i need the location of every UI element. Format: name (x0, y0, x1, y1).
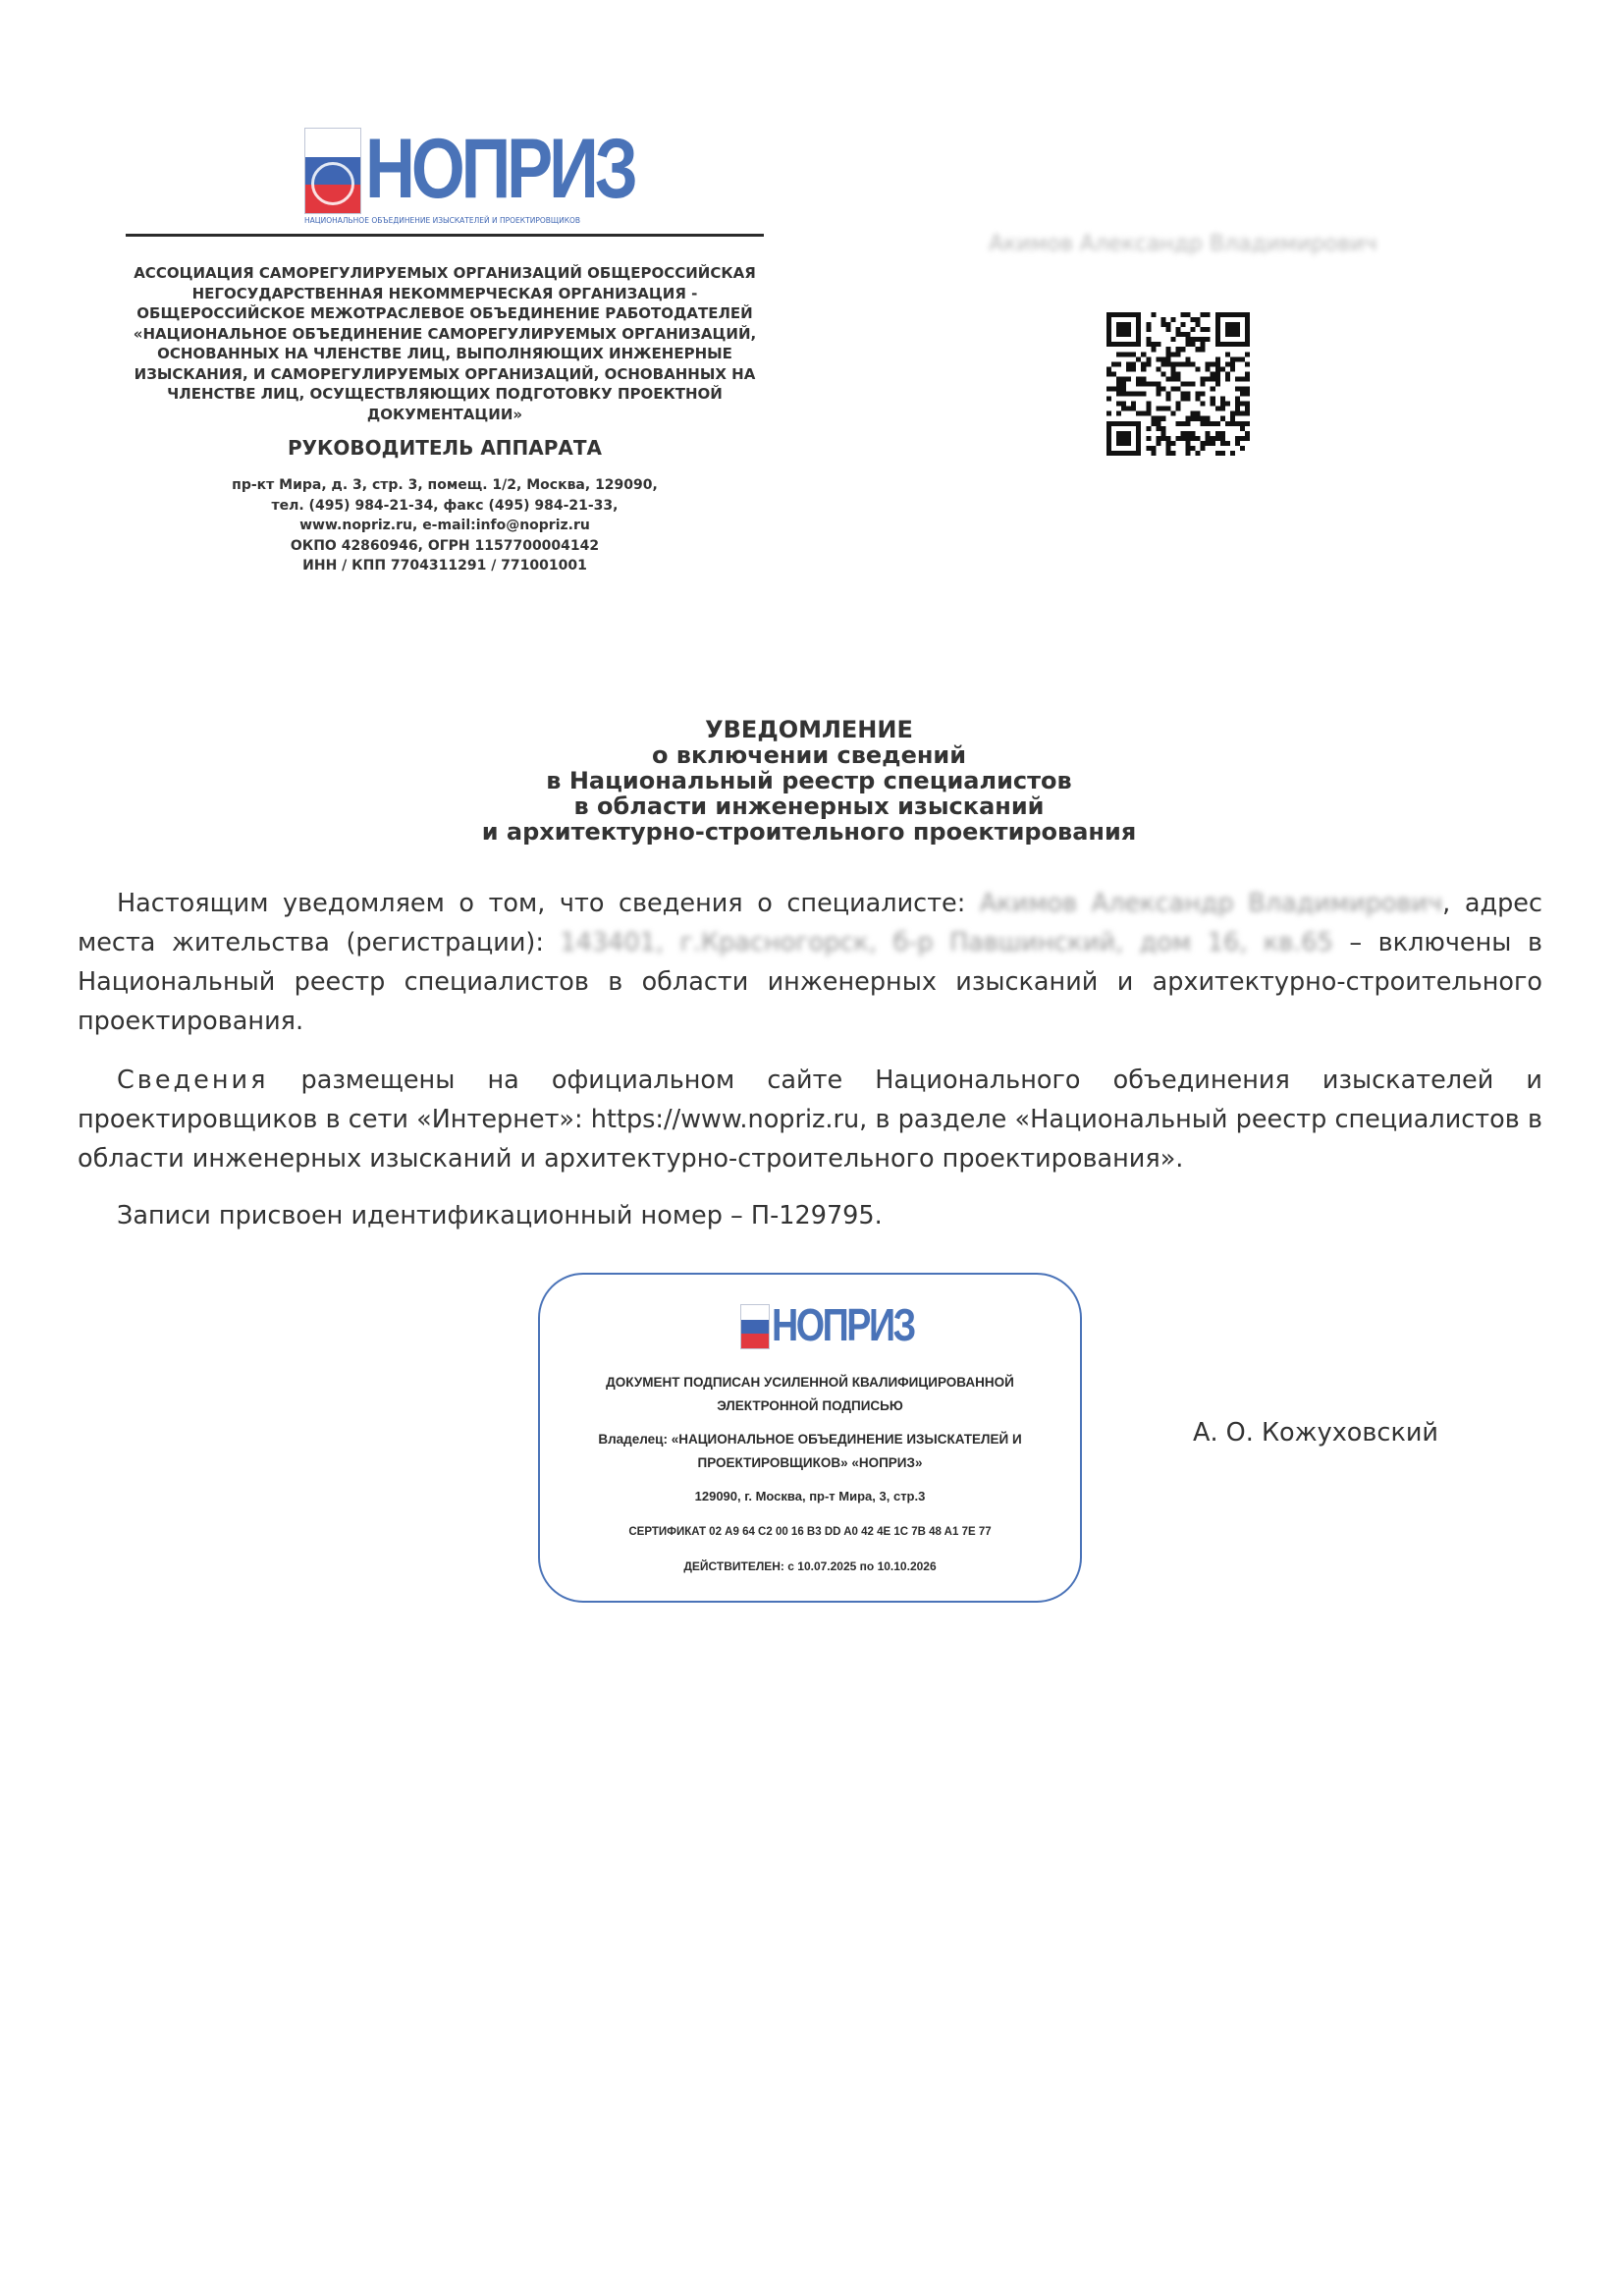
recipient-name: Акимов Александр Владимирович (989, 232, 1377, 256)
logo-wordmark: НОПРИЗ (365, 122, 634, 216)
org-line: АССОЦИАЦИЯ САМОРЕГУЛИРУЕМЫХ ОРГАНИЗАЦИЙ ОБЩЕРОССИЙСКАЯ (134, 264, 756, 282)
contact-line: ОКПО 42860946, ОГРН 1157700004142 (290, 537, 600, 554)
specialist-name: Акимов Александр Владимирович (979, 889, 1443, 918)
p2-rest: размещены на официальном сайте Национального объединения изыскателей и проектировщиков в сети «Интернет»: https://www.nopriz.ru, в разделе «Национальный реестр специалистов в области инженерных изысканий и архитектурно-строительного проектирования». (78, 1066, 1542, 1174)
paragraph-record-id (78, 1196, 1542, 1235)
stamp-line: ЭЛЕКТРОННОЙ ПОДПИСЬЮ (717, 1398, 903, 1413)
contact-line: тел. (495) 984-21-34, факс (495) 984-21-33, (271, 497, 619, 514)
notice-title (0, 717, 1618, 845)
record-id-text: Записи присвоен идентификационный номер – П-129795. (117, 1201, 883, 1230)
p1-start: Настоящим уведомляем о том, что сведения о специалисте: (117, 889, 980, 918)
stamp-address: 129090, г. Москва, пр-т Мира, 3, стр.3 (694, 1489, 926, 1503)
paragraph-publication (78, 1061, 1542, 1178)
p1-end: – включены в Национальный реестр специалистов в области инженерных изысканий и архитектурно-строительного проектирования. (78, 928, 1542, 1036)
org-line: НЕГОСУДАРСТВЕННАЯ НЕКОММЕРЧЕСКАЯ ОРГАНИЗАЦИЯ - (191, 284, 698, 302)
org-line: ИЗЫСКАНИЯ, И САМОРЕГУЛИРУЕМЫХ ОРГАНИЗАЦИЙ, ОСНОВАННЫХ НА (134, 364, 756, 383)
stamp-line: ПРОЕКТИРОВЩИКОВ» «НОПРИЗ» (697, 1455, 923, 1470)
paragraph-notification (78, 884, 1542, 1041)
department-title: РУКОВОДИТЕЛЬ АППАРАТА (287, 436, 603, 460)
stamp-logo-wordmark: НОПРИЗ (772, 1299, 914, 1350)
notice-title-line: о включении сведений (651, 741, 967, 769)
org-line: ОБЩЕРОССИЙСКОЕ МЕЖОТРАСЛЕВОЕ ОБЪЕДИНЕНИЕ РАБОТОДАТЕЛЕЙ (136, 304, 753, 322)
specialist-address: 143401, г.Красногорск, б-р Павшинский, дом 16, кв.65 (560, 928, 1333, 957)
flag-emblem-icon (740, 1304, 770, 1349)
nopriz-logo (304, 122, 634, 226)
flag-emblem-icon (304, 128, 361, 214)
header-divider (126, 234, 764, 237)
p2-first-word: Сведения (117, 1066, 269, 1095)
org-line: «НАЦИОНАЛЬНОЕ ОБЪЕДИНЕНИЕ САМОРЕГУЛИРУЕМЫХ ОРГАНИЗАЦИЙ, (133, 324, 757, 343)
stamp-owner (540, 1428, 1080, 1475)
organization-name (126, 263, 764, 424)
stamp-validity: ДЕЙСТВИТЕЛЕН: с 10.07.2025 по 10.10.2026 (683, 1559, 937, 1573)
notice-title-line: в Национальный реестр специалистов (546, 767, 1072, 794)
p1-mid: , адрес места жительства (регистрации): (78, 889, 1542, 957)
contact-line: пр-кт Мира, д. 3, стр. 3, помещ. 1/2, Москва, 129090, (232, 477, 658, 493)
stamp-certificate: СЕРТИФИКАТ 02 A9 64 C2 00 16 B3 DD A0 42 4E 1C 7B 48 A1 7E 77 (628, 1526, 992, 1538)
qr-code-icon (1106, 312, 1250, 456)
e-signature-stamp (538, 1273, 1082, 1603)
stamp-line: ДОКУМЕНТ ПОДПИСАН УСИЛЕННОЙ КВАЛИФИЦИРОВАННОЙ (606, 1375, 1014, 1390)
org-line: ЧЛЕНСТВЕ ЛИЦ, ОСУЩЕСТВЛЯЮЩИХ ПОДГОТОВКУ ПРОЕКТНОЙ (167, 385, 723, 403)
logo-tagline: НАЦИОНАЛЬНОЕ ОБЪЕДИНЕНИЕ ИЗЫСКАТЕЛЕЙ И ПРОЕКТИРОВЩИКОВ (304, 216, 581, 225)
contact-details (126, 475, 764, 576)
notice-title-line: в области инженерных изысканий (573, 793, 1045, 820)
signatory-name: А. О. Кожуховский (1193, 1418, 1438, 1448)
notice-title-line: и архитектурно-строительного проектирования (481, 818, 1137, 846)
stamp-logo (740, 1299, 914, 1357)
contact-line: ИНН / КПП 7704311291 / 771001001 (302, 558, 587, 574)
org-line: ОСНОВАННЫХ НА ЧЛЕНСТВЕ ЛИЦ, ВЫПОЛНЯЮЩИХ ИНЖЕНЕРНЫЕ (157, 345, 732, 362)
org-line: ДОКУМЕНТАЦИИ» (366, 405, 523, 423)
stamp-line: Владелец: «НАЦИОНАЛЬНОЕ ОБЪЕДИНЕНИЕ ИЗЫСКАТЕЛЕЙ И (598, 1432, 1022, 1447)
notice-title-line: УВЕДОМЛЕНИЕ (705, 716, 913, 743)
stamp-signed-text (540, 1371, 1080, 1418)
contact-line: www.nopriz.ru, e-mail:info@nopriz.ru (299, 518, 590, 533)
